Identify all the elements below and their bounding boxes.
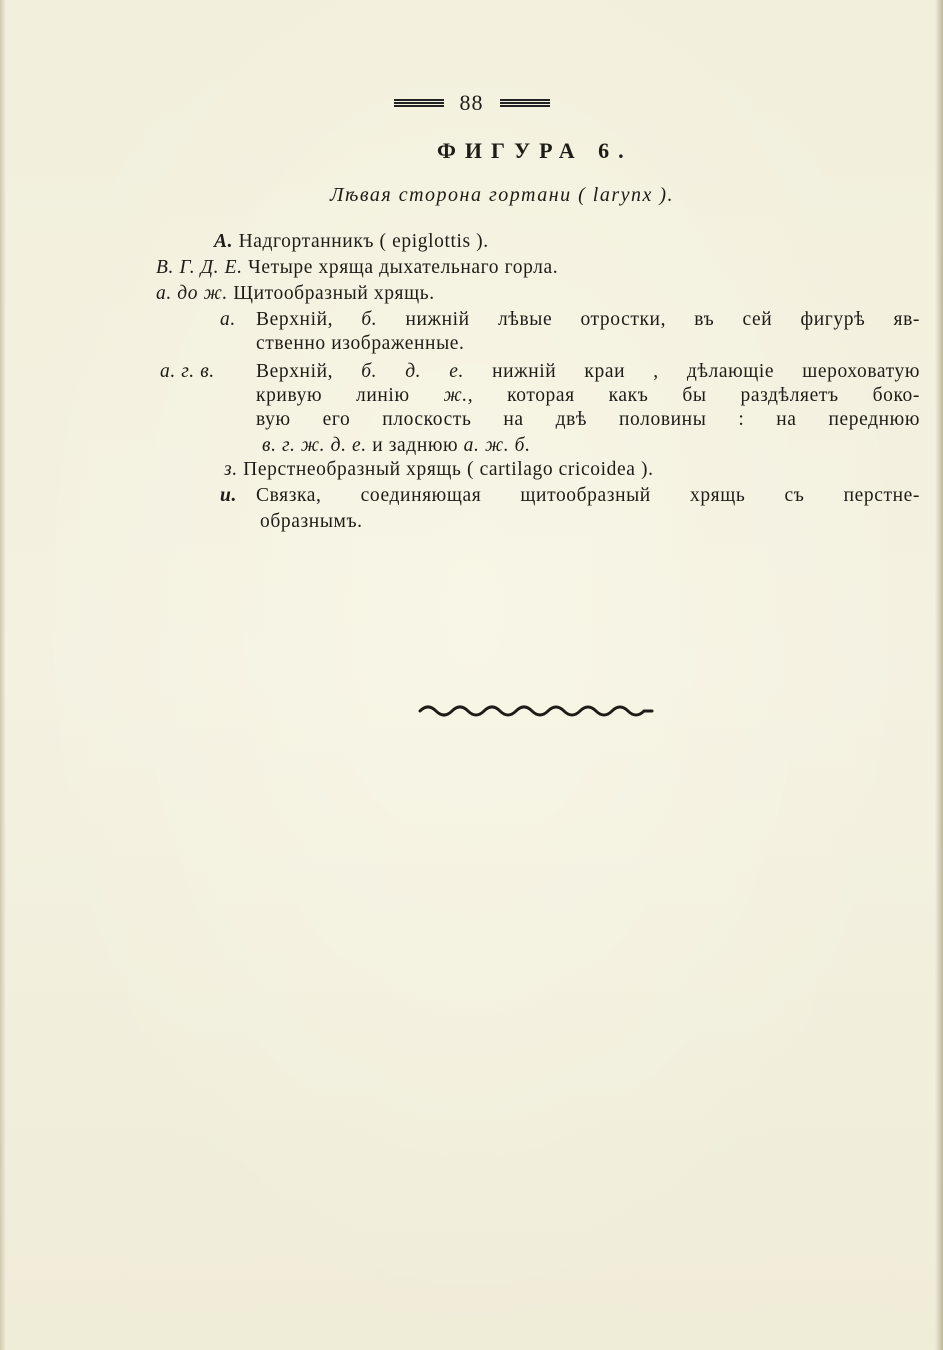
entry-i-line2 xyxy=(260,510,363,534)
entry-key: В. Г. Д. Е. xyxy=(156,257,243,278)
entry-text: Перстнеобразный хрящь ( cartilago cricoidea ). xyxy=(243,459,654,480)
header-rule-right xyxy=(500,99,550,107)
entry-i xyxy=(220,484,237,508)
text-run-italic: б. xyxy=(361,309,378,330)
entry-vgde xyxy=(156,256,558,280)
entry-key: а. xyxy=(220,309,236,330)
text-run-italic: б. д. е. xyxy=(361,361,464,382)
text-run: Верхній, xyxy=(256,309,362,330)
text-run: Верхній, xyxy=(256,361,362,382)
entry-a xyxy=(214,230,489,254)
entry-agv xyxy=(160,360,215,384)
entry-text: Надгортанникъ ( epiglottis ). xyxy=(238,231,489,252)
page-number: 88 xyxy=(459,90,484,115)
text-run: которая какъ бы раздѣляетъ боко- xyxy=(473,385,920,406)
entry-text: Четыре хряща дыхательнаго горла. xyxy=(248,257,559,278)
entry-text-line: Связка, соединяющая щитообразный хрящь съ перстне- xyxy=(256,485,920,506)
entry-text-line xyxy=(256,360,920,384)
entry-agv-line4 xyxy=(262,434,531,458)
figure-title: ФИГУРА 6. xyxy=(437,138,633,163)
text-run-italic: ж., xyxy=(443,385,474,406)
entry-a-processes-line1 xyxy=(256,308,920,332)
entry-text-line: вую его плоскость на двѣ половины : на переднюю xyxy=(256,409,920,430)
page-edge-left xyxy=(0,0,6,1350)
text-run: и заднюю xyxy=(366,435,464,456)
text-run: нижній краи , дѣлающіе шероховатую xyxy=(464,361,920,382)
entry-key: и. xyxy=(220,485,237,506)
page-header xyxy=(0,88,943,118)
figure-subtitle: Лѣвая сторона гортани ( larynx ). xyxy=(330,184,675,206)
entry-a-do-zh xyxy=(156,282,435,306)
entry-a-processes-line2 xyxy=(256,332,465,356)
entry-a-processes xyxy=(220,308,236,332)
entry-agv-line2 xyxy=(256,384,920,408)
entry-key: з. xyxy=(224,459,238,480)
entry-key: а. до ж. xyxy=(156,283,228,304)
entry-text-line xyxy=(256,308,920,332)
entry-key: А. xyxy=(214,231,234,252)
text-run-italic: в. г. ж. д. е. xyxy=(262,435,367,456)
entry-text: Щитообразный хрящь. xyxy=(233,283,435,304)
text-run: образнымъ. xyxy=(260,511,363,532)
entry-key: а. г. в. xyxy=(160,361,215,382)
entry-agv-line3 xyxy=(256,408,920,432)
entry-z xyxy=(224,458,654,482)
wavy-ornament xyxy=(418,700,654,720)
text-run: ственно изображенные. xyxy=(256,333,465,354)
page-edge-right xyxy=(935,0,943,1350)
entry-i-line1 xyxy=(256,484,920,508)
entry-text-line xyxy=(256,384,920,408)
header-rule-left xyxy=(394,99,444,107)
text-run-italic: а. ж. б. xyxy=(463,435,531,456)
text-run: нижній лѣвые отростки, въ сей фигурѣ яв- xyxy=(377,309,920,330)
entry-agv-line1 xyxy=(256,360,920,384)
text-run: кривую линію xyxy=(256,385,444,406)
